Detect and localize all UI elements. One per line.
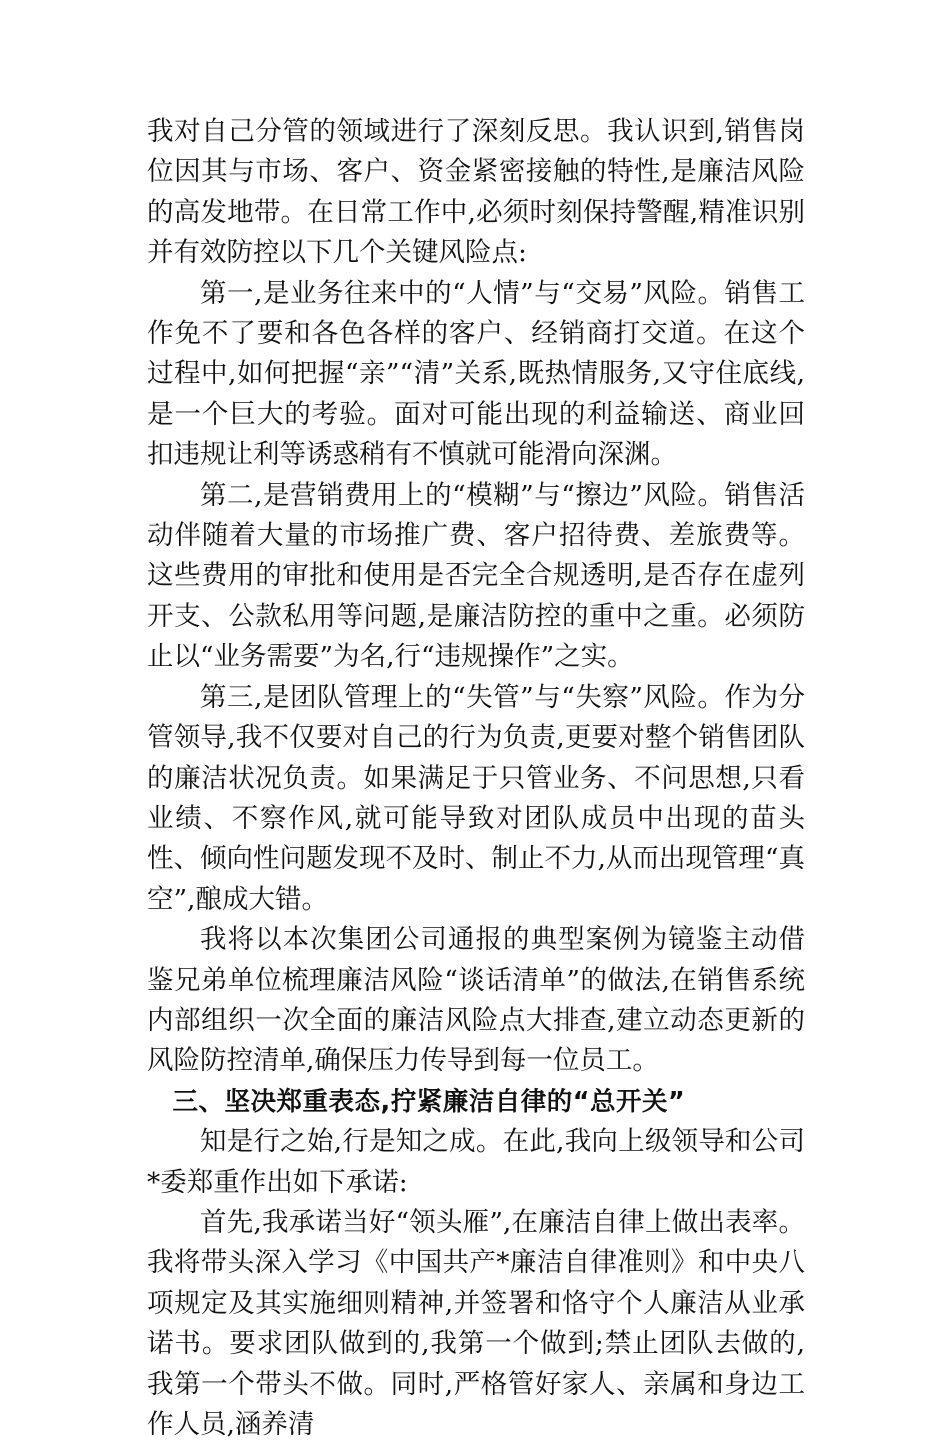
paragraph-pledge-intro: 知是行之始,行是知之成。在此,我向上级领导和公司*委郑重作出如下承诺: [147, 1126, 805, 1198]
section-heading-three: 三、坚决郑重表态,拧紧廉洁自律的“总开关” [172, 1086, 686, 1117]
paragraph-risk-third: 第三,是团队管理上的“失管”与“失察”风险。作为分管领导,我不仅要对自己的行为负责,更要对整个销售团队的廉洁状况负责。如果满足于只管业务、不问思想,只看业绩、不察作风,就可能导致对团队成员中出现的苗头性、倾向性问题发现不及时、制止不力,从而出现管理“真空”,酿成大错。 [147, 681, 805, 915]
paragraph-risk-action: 我将以本次集团公司通报的典型案例为镜鉴主动借鉴兄弟单位梳理廉洁风险“谈话清单”的做法,在销售系统内部组织一次全面的廉洁风险点大排查,建立动态更新的风险防控清单,确保压力传导到每一位员工。 [147, 924, 805, 1077]
paragraph-risk-first: 第一,是业务往来中的“人情”与“交易”风险。销售工作免不了要和各色各样的客户、经销商打交道。在这个过程中,如何把握“亲”“清”关系,既热情服务,又守住底线,是一个巨大的考验。面对可能出现的利益输送、商业回扣违规让利等诱惑稍有不慎就可能滑向深渊。 [147, 277, 805, 471]
document-body [147, 112, 805, 1445]
paragraph-risk-second: 第二,是营销费用上的“模糊”与“擦边”风险。销售活动伴随着大量的市场推广费、客户招待费、差旅费等。这些费用的审批和使用是否完全合规透明,是否存在虚列开支、公款私用等问题,是廉洁防控的重中之重。必须防止以“业务需要”为名,行“违规操作”之实。 [147, 479, 805, 673]
paragraph-pledge-first: 首先,我承诺当好“领头雁”,在廉洁自律上做出表率。我将带头深入学习《中国共产*廉洁自律准则》和中央八项规定及其实施细则精神,并签署和恪守个人廉洁从业承诺书。要求团队做到的,我第一个做到;禁止团队去做的,我第一个带头不做。同时,严格管好家人、亲属和身边工作人员,涵养清 [147, 1206, 805, 1440]
paragraph-reflection-intro: 我对自己分管的领域进行了深刻反思。我认识到,销售岗位因其与市场、客户、资金紧密接触的特性,是廉洁风险的高发地带。在日常工作中,必须时刻保持警醒,精准识别并有效防控以下几个关键风险点: [147, 116, 805, 269]
